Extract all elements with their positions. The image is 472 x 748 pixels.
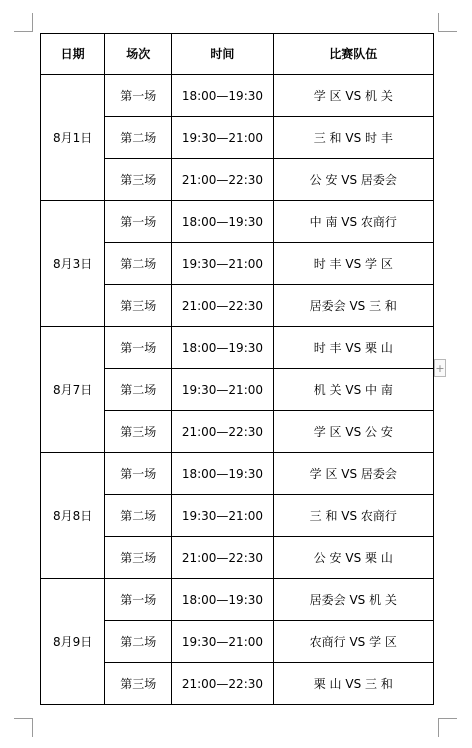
time-cell[interactable]: 18:00—19:30 (172, 75, 273, 117)
teams-cell[interactable]: 居委会 VS 机 关 (273, 579, 433, 621)
time-cell[interactable]: 18:00—19:30 (172, 201, 273, 243)
round-cell[interactable]: 第一场 (105, 327, 172, 369)
teams-cell[interactable]: 学 区 VS 居委会 (273, 453, 433, 495)
teams-cell[interactable]: 农商行 VS 学 区 (273, 621, 433, 663)
header-teams[interactable]: 比赛队伍 (273, 34, 433, 75)
header-date[interactable]: 日期 (41, 34, 105, 75)
time-cell[interactable]: 18:00—19:30 (172, 579, 273, 621)
teams-cell[interactable]: 公 安 VS 栗 山 (273, 537, 433, 579)
round-cell[interactable]: 第三场 (105, 159, 172, 201)
table-add-row-handle[interactable] (434, 359, 446, 377)
crop-mark-top-right (438, 13, 457, 32)
time-cell[interactable]: 21:00—22:30 (172, 411, 273, 453)
teams-cell[interactable]: 三 和 VS 时 丰 (273, 117, 433, 159)
time-cell[interactable]: 19:30—21:00 (172, 243, 273, 285)
round-cell[interactable]: 第三场 (105, 411, 172, 453)
round-cell[interactable]: 第二场 (105, 621, 172, 663)
round-cell[interactable]: 第二场 (105, 495, 172, 537)
header-time[interactable]: 时间 (172, 34, 273, 75)
time-cell[interactable]: 21:00—22:30 (172, 285, 273, 327)
round-cell[interactable]: 第三场 (105, 537, 172, 579)
header-row (41, 34, 434, 75)
plus-icon: + (435, 362, 445, 375)
match-schedule-table (40, 33, 434, 705)
time-cell[interactable]: 19:30—21:00 (172, 495, 273, 537)
crop-mark-bottom-left (14, 718, 33, 737)
round-cell[interactable]: 第一场 (105, 579, 172, 621)
teams-cell[interactable]: 时 丰 VS 栗 山 (273, 327, 433, 369)
round-cell[interactable]: 第三场 (105, 285, 172, 327)
teams-cell[interactable]: 居委会 VS 三 和 (273, 285, 433, 327)
table-row (41, 201, 434, 243)
round-cell[interactable]: 第一场 (105, 453, 172, 495)
teams-cell[interactable]: 三 和 VS 农商行 (273, 495, 433, 537)
teams-cell[interactable]: 中 南 VS 农商行 (273, 201, 433, 243)
teams-cell[interactable]: 机 关 VS 中 南 (273, 369, 433, 411)
date-cell[interactable]: 8月3日 (41, 201, 105, 327)
teams-cell[interactable]: 栗 山 VS 三 和 (273, 663, 433, 705)
round-cell[interactable]: 第一场 (105, 75, 172, 117)
teams-cell[interactable]: 公 安 VS 居委会 (273, 159, 433, 201)
time-cell[interactable]: 19:30—21:00 (172, 117, 273, 159)
time-cell[interactable]: 21:00—22:30 (172, 159, 273, 201)
date-cell[interactable]: 8月9日 (41, 579, 105, 705)
teams-cell[interactable]: 学 区 VS 公 安 (273, 411, 433, 453)
date-cell[interactable]: 8月7日 (41, 327, 105, 453)
date-cell[interactable]: 8月1日 (41, 75, 105, 201)
crop-mark-bottom-right (438, 718, 457, 737)
date-cell[interactable]: 8月8日 (41, 453, 105, 579)
time-cell[interactable]: 19:30—21:00 (172, 621, 273, 663)
table-row (41, 75, 434, 117)
time-cell[interactable]: 19:30—21:00 (172, 369, 273, 411)
time-cell[interactable]: 18:00—19:30 (172, 327, 273, 369)
round-cell[interactable]: 第三场 (105, 663, 172, 705)
table-row (41, 327, 434, 369)
header-round[interactable]: 场次 (105, 34, 172, 75)
teams-cell[interactable]: 时 丰 VS 学 区 (273, 243, 433, 285)
round-cell[interactable]: 第二场 (105, 369, 172, 411)
table-row (41, 579, 434, 621)
time-cell[interactable]: 18:00—19:30 (172, 453, 273, 495)
table-row (41, 453, 434, 495)
crop-mark-top-left (14, 13, 33, 32)
round-cell[interactable]: 第二场 (105, 243, 172, 285)
time-cell[interactable]: 21:00—22:30 (172, 537, 273, 579)
teams-cell[interactable]: 学 区 VS 机 关 (273, 75, 433, 117)
round-cell[interactable]: 第一场 (105, 201, 172, 243)
time-cell[interactable]: 21:00—22:30 (172, 663, 273, 705)
round-cell[interactable]: 第二场 (105, 117, 172, 159)
